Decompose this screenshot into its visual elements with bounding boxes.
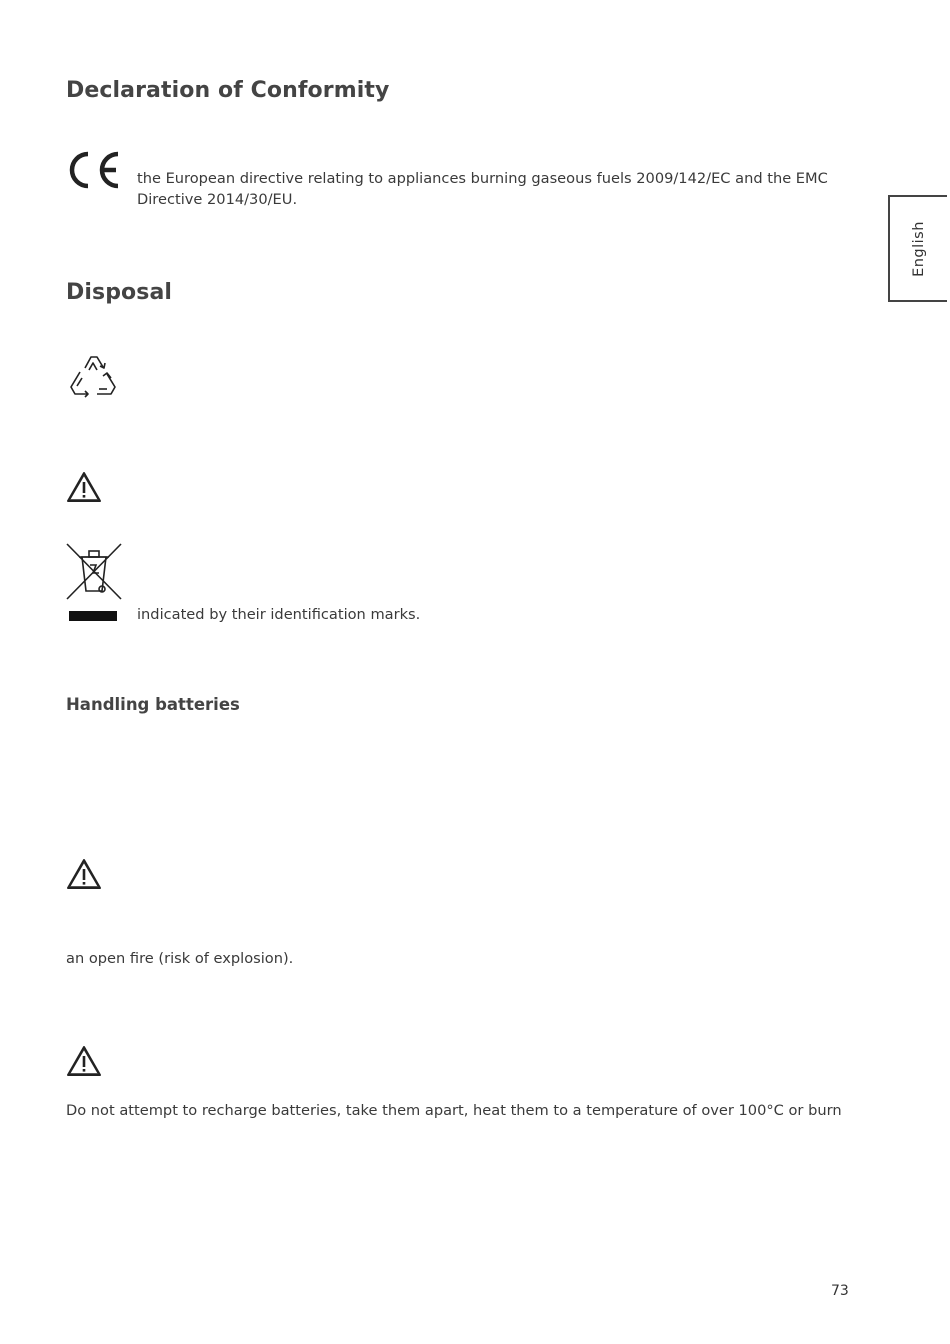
warning-icon xyxy=(66,858,102,890)
disposal-heading: Disposal xyxy=(66,280,173,305)
page-number: 73 xyxy=(831,1283,849,1299)
language-tab-label: English xyxy=(910,220,927,277)
warning-icon xyxy=(66,471,102,503)
ce-mark-icon xyxy=(66,150,122,190)
handling-batteries-heading: Handling batteries xyxy=(66,695,240,714)
ce-description-line-1: the European directive relating to appliances burning gaseous fuels 2009/142/EC and the EMC xyxy=(137,170,828,187)
warning-icon xyxy=(66,1045,102,1077)
weee-description: indicated by their identification marks. xyxy=(137,606,421,623)
ce-description xyxy=(137,168,857,210)
ce-description-line-2: Directive 2014/30/EU. xyxy=(137,191,298,208)
language-tab xyxy=(888,195,947,302)
declaration-heading: Declaration of Conformity xyxy=(66,78,390,103)
battery-warning-2-text: Do not attempt to recharge batteries, take them apart, heat them to a temperature of over 100°C or burn xyxy=(66,1102,842,1119)
crossed-bin-icon xyxy=(66,543,122,625)
recycle-icon xyxy=(67,352,119,402)
battery-warning-1-text: an open fire (risk of explosion). xyxy=(66,950,294,967)
